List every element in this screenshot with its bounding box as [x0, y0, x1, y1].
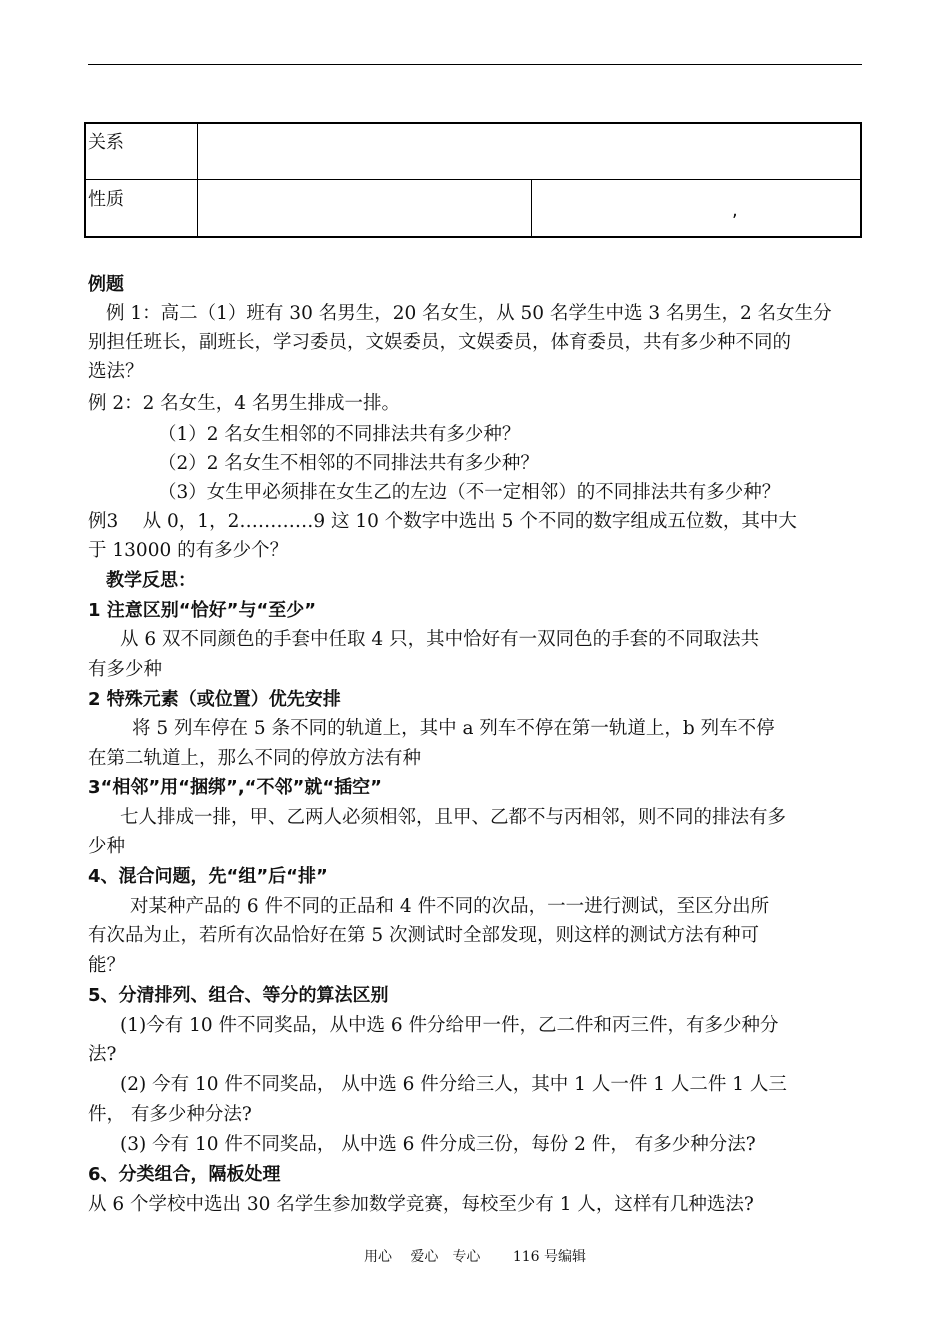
table-mark: , [732, 200, 738, 221]
section-heading-reflection: 教学反思： [106, 570, 196, 591]
tip-5-item-1-line-2: 法? [88, 1044, 117, 1065]
tip-5-item-2-line-1: (2) 今有 10 件不同奖品， 从中选 6 件分给三人，其中 1 人一件 1 人二件 1 人三 [120, 1074, 787, 1095]
table-border-top [84, 122, 862, 124]
table-border-right [860, 122, 862, 238]
tip-6-line-1: 从 6 个学校中选出 30 名学生参加数学竞赛，每校至少有 1 人，这样有几种选法? [88, 1194, 754, 1215]
tip-2-line-2: 在第二轨道上，那么不同的停放方法有种 [88, 748, 422, 769]
tip-4-line-3: 能？ [88, 955, 126, 976]
table-label-property: 性质 [88, 189, 124, 210]
tip-4-heading: 4、混合问题，先“组”后“排” [88, 866, 328, 887]
table-label-relation: 关系 [88, 132, 124, 153]
example-1-line-1: 例 1：高二（1）班有 30 名男生，20 名女生，从 50 名学生中选 3 名男生，2 名女生分 [106, 303, 832, 324]
table-border-left [84, 122, 86, 238]
tip-5-item-3: (3) 今有 10 件不同奖品， 从中选 6 件分成三份，每份 2 件， 有多少种分法? [120, 1134, 756, 1155]
tip-4-line-2: 有次品为止，若所有次品恰好在第 5 次测试时全部发现，则这样的测试方法有种可 [88, 925, 760, 946]
tip-1-line-1: 从 6 双不同颜色的手套中任取 4 只，其中恰好有一双同色的手套的不同取法共 [120, 629, 760, 650]
example-2: 例 2：2 名女生，4 名男生排成一排。 [88, 393, 400, 414]
tip-3-heading: 3“相邻”用“捆绑”,“不邻”就“插空” [88, 777, 383, 798]
table-row-divider [84, 179, 862, 180]
tip-5-item-2-line-2: 件， 有多少种分法? [88, 1104, 252, 1125]
example-3-line-1: 例3 从 0，1，2…………9 这 10 个数字中选出 5 个不同的数字组成五位数，其中大 [88, 511, 797, 532]
tip-5-item-1-line-1: (1)今有 10 件不同奖品，从中选 6 件分给甲一件，乙二件和丙三件，有多少种分 [120, 1015, 779, 1036]
property-table [84, 122, 862, 238]
example-3-line-2: 于 13000 的有多少个？ [88, 540, 289, 561]
tip-3-line-1: 七人排成一排，甲、乙两人必须相邻，且甲、乙都不与丙相邻，则不同的排法有多 [120, 807, 787, 828]
example-2-part-3: （3）女生甲必须排在女生乙的左边（不一定相邻）的不同排法共有多少种？ [158, 482, 781, 503]
example-2-part-1: （1）2 名女生相邻的不同排法共有多少种？ [158, 424, 521, 445]
table-border-bottom [84, 236, 862, 238]
tip-2-heading: 2 特殊元素（或位置）优先安排 [88, 689, 341, 710]
header-rule [88, 64, 862, 65]
example-1-line-2: 别担任班长，副班长，学习委员，文娱委员，文娱委员，体育委员，共有多少种不同的 [88, 332, 792, 353]
tip-1-heading: 1 注意区别“恰好”与“至少” [88, 600, 317, 621]
section-heading-examples: 例题 [88, 274, 124, 295]
table-col-divider-2 [531, 179, 532, 238]
tip-4-line-1: 对某种产品的 6 件不同的正品和 4 件不同的次品，一一进行测试，至区分出所 [130, 896, 770, 917]
tip-6-heading: 6、分类组合，隔板处理 [88, 1164, 281, 1185]
page-footer: 用心 爱心 专心 116 号编辑 [363, 1249, 587, 1265]
tip-5-heading: 5、分清排列、组合、等分的算法区别 [88, 985, 389, 1006]
table-col-divider [197, 122, 198, 238]
example-1-line-3: 选法？ [88, 361, 144, 382]
tip-2-line-1: 将 5 列车停在 5 条不同的轨道上，其中 a 列车不停在第一轨道上，b 列车不停 [132, 718, 775, 739]
tip-1-line-2: 有多少种 [88, 659, 163, 680]
tip-3-line-2: 少种 [88, 836, 126, 857]
example-2-part-2: （2）2 名女生不相邻的不同排法共有多少种？ [158, 453, 539, 474]
